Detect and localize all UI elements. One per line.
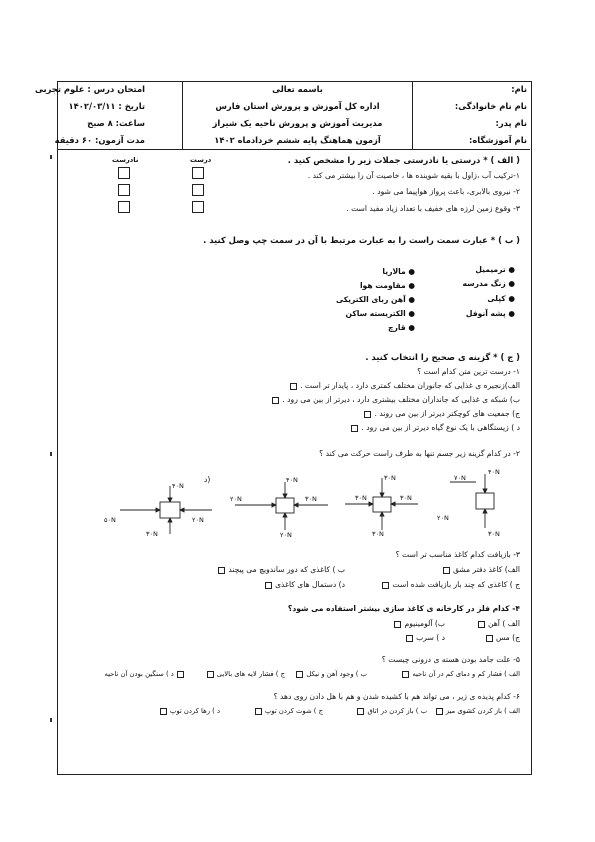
force-label-c4: ۲۰N xyxy=(280,531,292,539)
q5-option-d[interactable]: د ) سنگین بودن آن ناحیه xyxy=(104,670,185,678)
force-label-b4: ۳۰N xyxy=(372,530,384,538)
true-checkbox-1[interactable] xyxy=(192,167,204,179)
scan-mark-3 xyxy=(50,718,52,722)
q6-option-a[interactable]: الف ) باز کردن کشوی میز xyxy=(435,707,520,715)
false-checkbox-3[interactable] xyxy=(118,201,130,213)
exam-duration: مدت آزمون: ۶۰ دقیقه xyxy=(54,135,145,145)
q5-option-a[interactable]: الف ) فشار کم و دمای کم در آن ناحیه xyxy=(401,670,520,678)
q3-option-d[interactable]: د) دستمال های کاغذی xyxy=(264,580,345,589)
section-a-title: ( الف ) * درستی یا نادرستی جملات زیر را مشخص کنید . xyxy=(287,155,520,165)
student-family-label: نام نام خانوادگی: xyxy=(454,101,527,111)
match-right-3: ● کپلی xyxy=(487,294,515,303)
q4-option-c[interactable]: ج) مس xyxy=(485,633,520,642)
q4-option-d[interactable]: د ) سرب xyxy=(405,633,445,642)
school-name-label: نام آموزشگاه: xyxy=(468,135,527,145)
force-label-c3: ۳۰N xyxy=(305,495,317,503)
match-left-4: ● الکتریسته ساکن xyxy=(345,309,415,318)
section-b-title: ( ب ) * عبارت سمت راست را به عبارت مرتبط با آن در سمت چپ وصل کنید . xyxy=(203,235,520,245)
force-label-c2: ۴۰N xyxy=(286,476,298,484)
q1-option-b[interactable]: ب) شبکه ی غذایی که جانداران مختلف بیشتری دارد ، دیرتر از بین می رود . xyxy=(271,395,520,404)
section-a-item-2: ۲- نیروی بالابری، باعث پرواز هواپیما می شود . xyxy=(372,187,520,196)
q1-option-d[interactable]: د ) زیستگاهی با یک نوع گیاه دیرتر از بین می رود . xyxy=(350,423,520,432)
force-label-b2: ۳۰N xyxy=(384,474,396,482)
scan-mark-2 xyxy=(50,452,52,456)
section-a-item-3: ۳- وقوع زمین لرزه های خفیف با تعداد زیاد مفید است . xyxy=(346,204,520,213)
father-name-label: نام پدر: xyxy=(495,118,527,128)
q4-stem: ۴- کدام فلز در کارخانه ی کاغذ سازی بیشتر استفاده می شود؟ xyxy=(287,604,520,613)
q4-option-a[interactable]: الف ) آهن xyxy=(477,619,520,628)
force-label-d3: ۲۰N xyxy=(192,516,204,524)
q6-stem: ۶- کدام پدیده ی زیر ، می تواند هم با کشیده شدن و هم با هل دادن روی دهد ؟ xyxy=(273,692,520,701)
match-right-2: ● زنگ مدرسه xyxy=(462,279,515,288)
header-bismillah: باسمه تعالی xyxy=(272,84,323,94)
q1-option-c[interactable]: ج) جمعیت های کوچکتر دیرتر از بین می روند . xyxy=(363,409,520,418)
force-label-a4: ۳۰N xyxy=(488,530,500,538)
match-left-3: ● آهن ربای الکتریکی xyxy=(336,295,415,304)
q5-option-c[interactable]: ج ) فشار لایه های بالایی xyxy=(206,670,285,678)
force-label-a2: ۴۰N xyxy=(488,468,500,476)
section-a-item-1: ۱-ترکیب آب ،زاول با بقیه شوینده ها ، خاصیت آن را بیشتر می کند . xyxy=(307,171,520,180)
exam-date: تاریخ : ۱۴۰۲/۰۳/۱۱ xyxy=(68,101,145,111)
force-diagram-d xyxy=(120,486,212,534)
q2-force-diagrams xyxy=(100,460,520,540)
true-checkbox-3[interactable] xyxy=(192,201,204,213)
force-label-d4: ۳۰N xyxy=(146,530,158,538)
match-right-4: ● پشه آنوفل xyxy=(465,309,515,318)
header-office: اداره کل آموزش و پرورش استان فارس xyxy=(215,101,380,111)
force-label-d2: ۴۰N xyxy=(172,482,184,490)
scan-mark-1 xyxy=(50,155,52,159)
student-name-label: نام: xyxy=(511,84,527,94)
false-column-label: نادرست xyxy=(112,156,139,164)
q1-option-a[interactable]: الف)زنجیره ی غذایی که جانوران مختلف کمتری دارد ، پایدار تر است . xyxy=(289,381,520,390)
q2-stem: ۲- در کدام گزینه زیر جسم تنها به طرف راست حرکت می کند ؟ xyxy=(319,449,520,458)
force-diagram-c xyxy=(235,482,328,530)
true-column-label: درست xyxy=(190,156,212,164)
force-diagram-a xyxy=(450,474,494,528)
true-checkbox-2[interactable] xyxy=(192,184,204,196)
force-label-d1: ۵۰N xyxy=(104,516,116,524)
exam-time: ساعت: ۸ صبح xyxy=(87,118,145,128)
q4-option-b[interactable]: ب) آلومینیوم xyxy=(393,619,445,628)
force-label-a3: ۲۰N xyxy=(437,514,449,522)
force-label-c1: ۲۰N xyxy=(230,495,242,503)
q3-stem: ۳- بازیافت کدام کاغذ مناسب تر است ؟ xyxy=(395,550,520,559)
force-label-b3: ۳۰N xyxy=(400,494,412,502)
force-label-b1: ۳۰N xyxy=(355,494,367,502)
force-diagram-d-letter: د) xyxy=(204,475,211,484)
match-right-1: ● ترمیمیل xyxy=(475,265,515,274)
q5-option-b[interactable]: ب ) وجود آهن و نیکل xyxy=(295,670,367,678)
q3-option-a[interactable]: الف) کاغذ دفتر مشق xyxy=(442,565,520,574)
q5-stem: ۵- علت جامد بودن هسته ی درونی چیست ؟ xyxy=(381,655,520,664)
q6-option-d[interactable]: د ) رها کردن توپ xyxy=(159,707,220,715)
match-left-5: ● قارچ xyxy=(388,323,415,332)
q3-option-c[interactable]: ج ) کاغذی که چند بار بازیافت شده است xyxy=(381,580,520,589)
match-left-1: ● مالاریا xyxy=(382,267,415,276)
force-label-a1: ۷۰N xyxy=(454,474,466,482)
q1-stem: ۱- درست ترین متن کدام است ؟ xyxy=(417,367,520,376)
q3-option-b[interactable]: ب ) کاغذی که دور ساندویچ می پیچند xyxy=(217,565,345,574)
match-left-2: ● مقاومت هوا xyxy=(359,281,415,290)
exam-subject: امتحان درس : علوم تجربی xyxy=(34,84,145,94)
q6-option-c[interactable]: ج ) شوت کردن توپ xyxy=(254,707,323,715)
header-district: مدیریت آموزش و پرورش ناحیه یک شیراز xyxy=(212,118,383,128)
header-exam-title: آزمون هماهنگ پایه ششم خردادماه ۱۴۰۲ xyxy=(214,135,381,145)
force-diagram-b xyxy=(345,478,418,530)
header-divider-right xyxy=(412,81,413,149)
false-checkbox-2[interactable] xyxy=(118,184,130,196)
section-c-title: ( ج ) * گزینه ی صحیح را انتخاب کنید . xyxy=(365,352,520,362)
q6-option-b[interactable]: ب ) باز کردن در اتاق xyxy=(356,707,427,715)
false-checkbox-1[interactable] xyxy=(118,167,130,179)
